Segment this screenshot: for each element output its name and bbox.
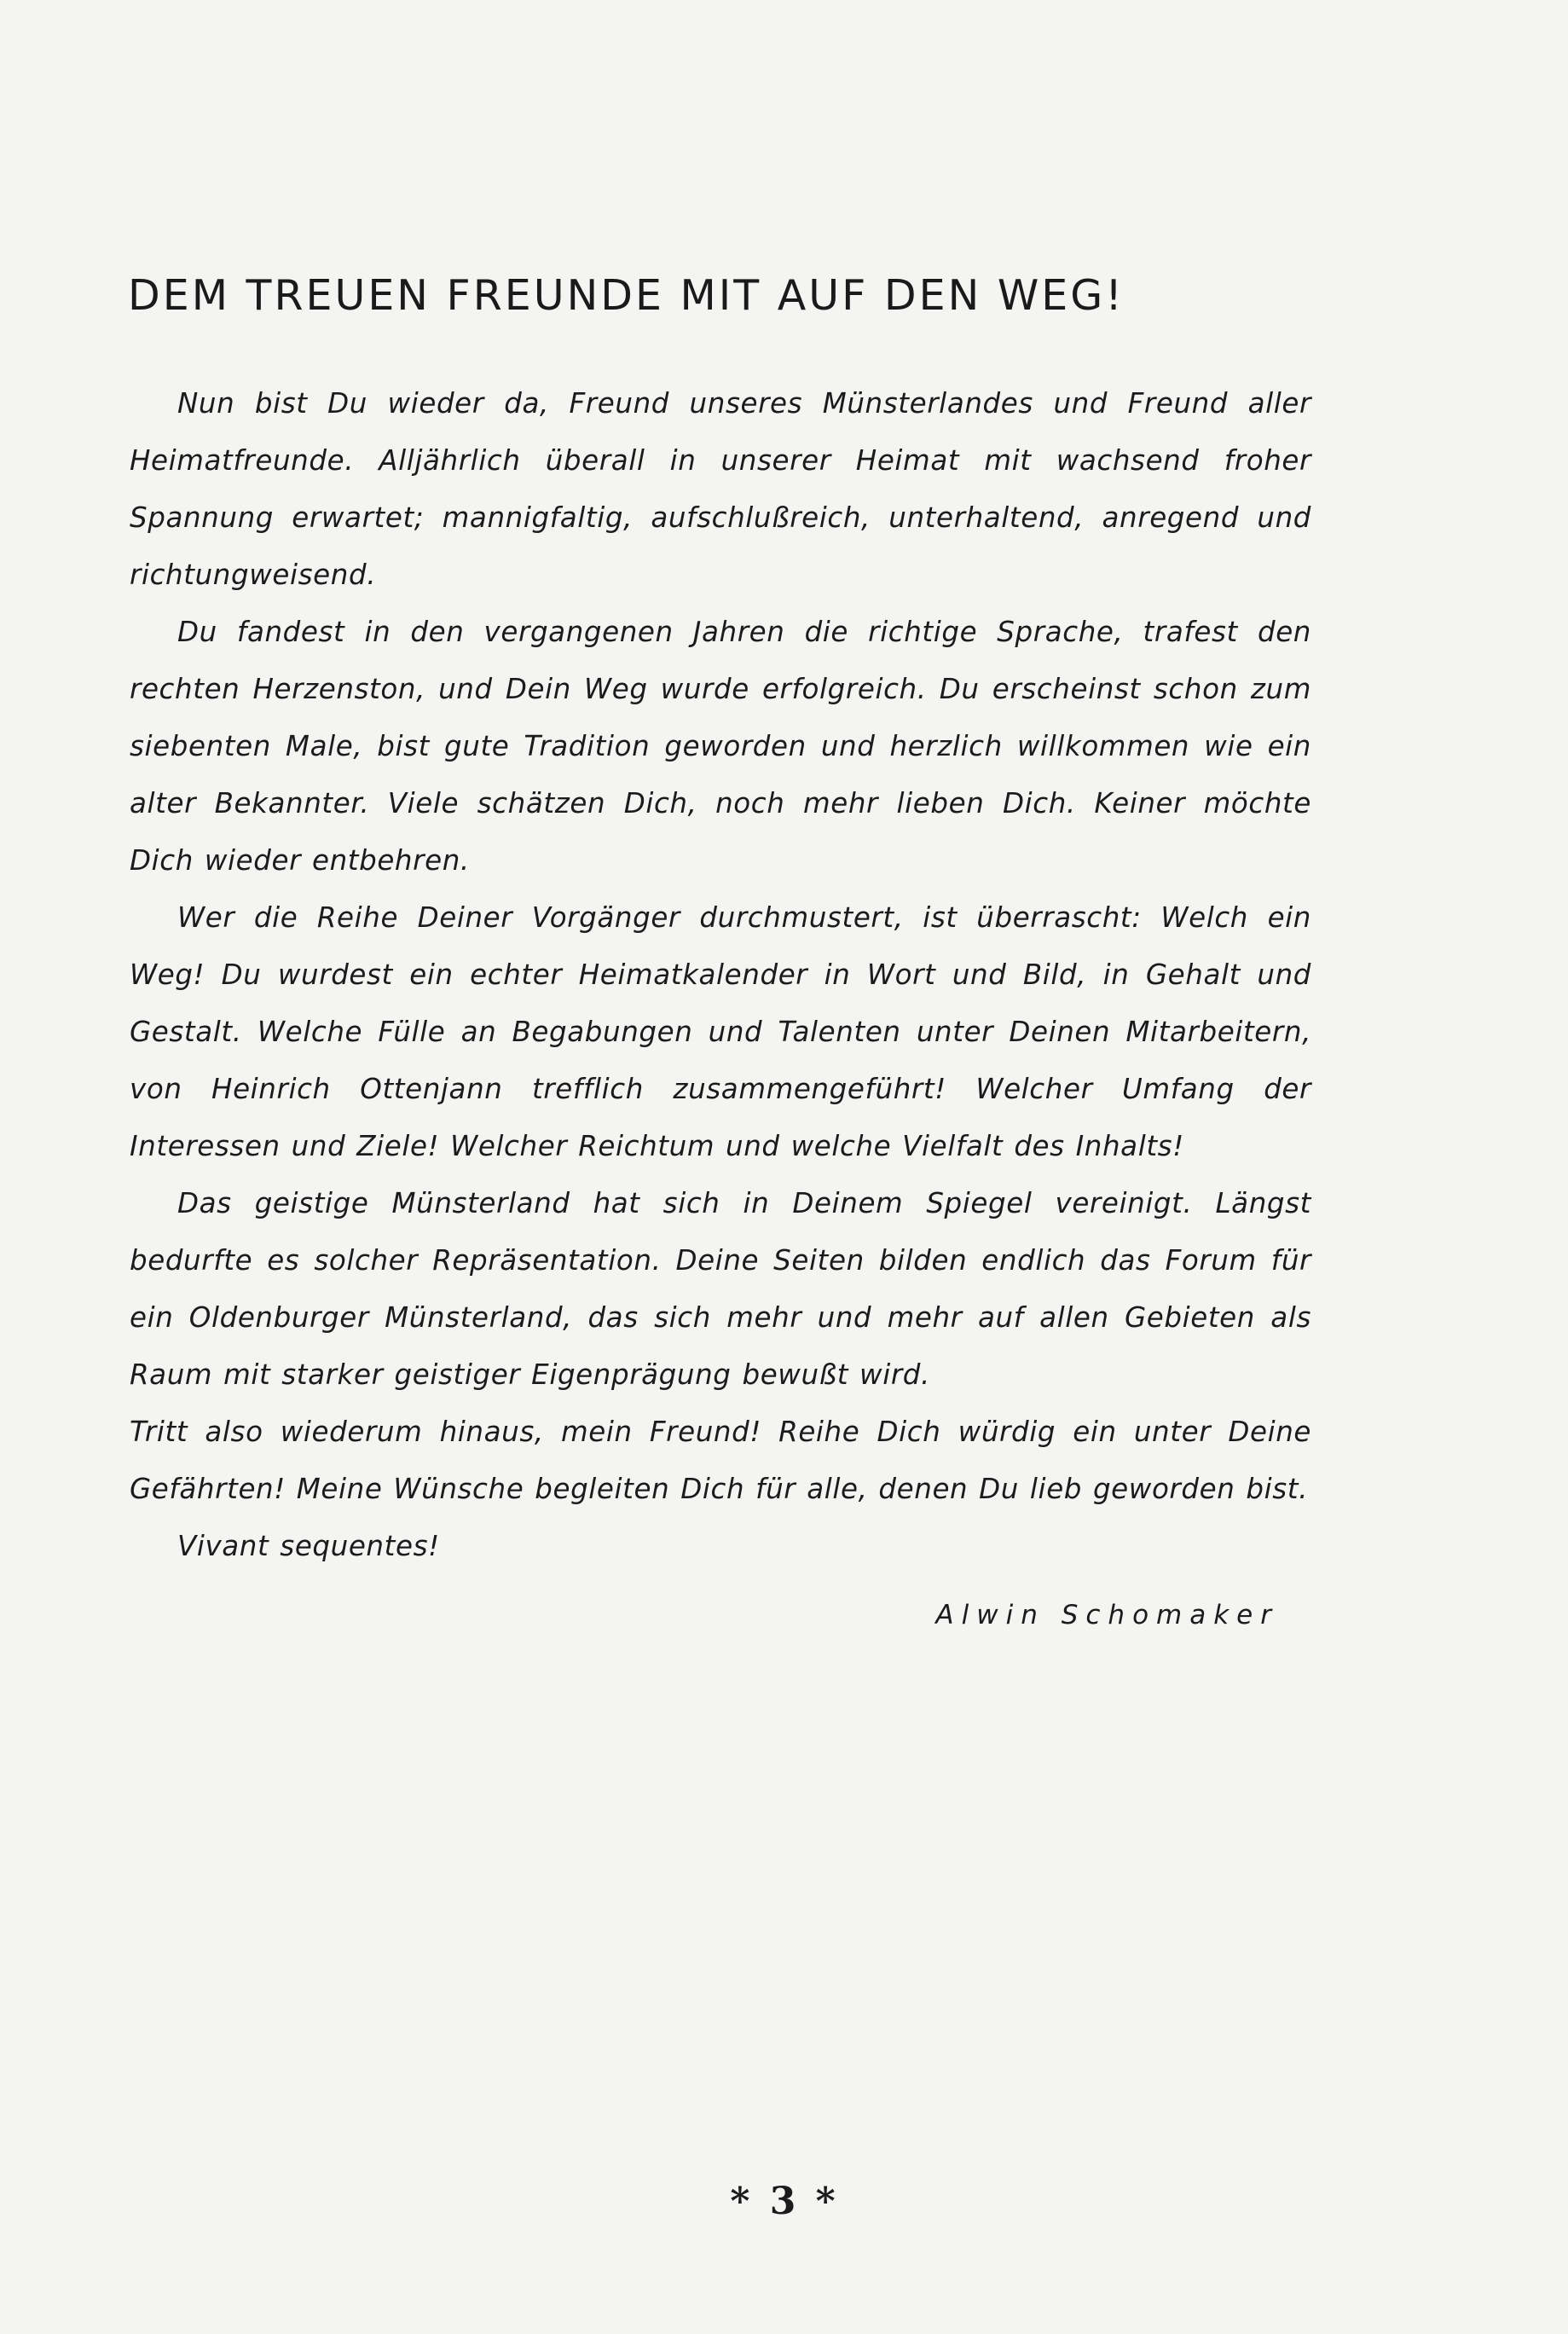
closing-line: Vivant sequentes! <box>177 1530 440 1562</box>
paragraph-3: Wer die Reihe Deiner Vorgänger durchmustert, ist überrascht: Welch ein Weg! Du wurdest ein echter Heimatkalender in Wort und Bild, in Gehalt und Gestalt. Welche Fülle an Begabungen und Talenten unter Deinen Mitarbeitern, von Heinrich Ottenjann trefflich zusammengeführt! Welcher Umfang der Interessen und Ziele! Welcher Reichtum und welche Vielfalt des Inhalts! <box>130 901 1311 1162</box>
paragraph-4: Das geistige Münsterland hat sich in Deinem Spiegel vereinigt. Längst bedurfte es solcher Repräsentation. Deine Seiten bilden endlich das Forum für ein Oldenburger Münsterland, das sich mehr und mehr auf allen Gebieten als Raum mit starker geistiger Eigenprägung bewußt wird. <box>130 1187 1311 1391</box>
paragraph-2: Du fandest in den vergangenen Jahren die richtige Sprache, trafest den rechten Herzenston, und Dein Weg wurde erfolgreich. Du erscheinst schon zum siebenten Male, bist gute Tradition geworden und herzlich willkommen wie ein alter Bekannter. Viele schätzen Dich, noch mehr lieben Dich. Keiner möchte Dich wieder entbehren. <box>130 616 1311 877</box>
paragraph-5: Tritt also wiederum hinaus, mein Freund! Reihe Dich würdig ein unter Deine Gefährten! Meine Wünsche begleiten Dich für alle, denen Du lieb geworden bist. <box>130 1416 1311 1505</box>
page-number: * 3 * <box>730 2180 839 2223</box>
page-title: DEM TREUEN FREUNDE MIT AUF DEN WEG! <box>128 271 1125 320</box>
letter-body <box>130 375 1311 1575</box>
paragraph-1: Nun bist Du wieder da, Freund unseres Münsterlandes und Freund aller Heimatfreunde. Alljährlich überall in unserer Heimat mit wachsend froher Spannung erwartet; mannigfaltig, aufschlußreich, unterhaltend, anregend und richtungweisend. <box>130 387 1311 591</box>
author-signature: Alwin Schomaker <box>935 1600 1279 1630</box>
